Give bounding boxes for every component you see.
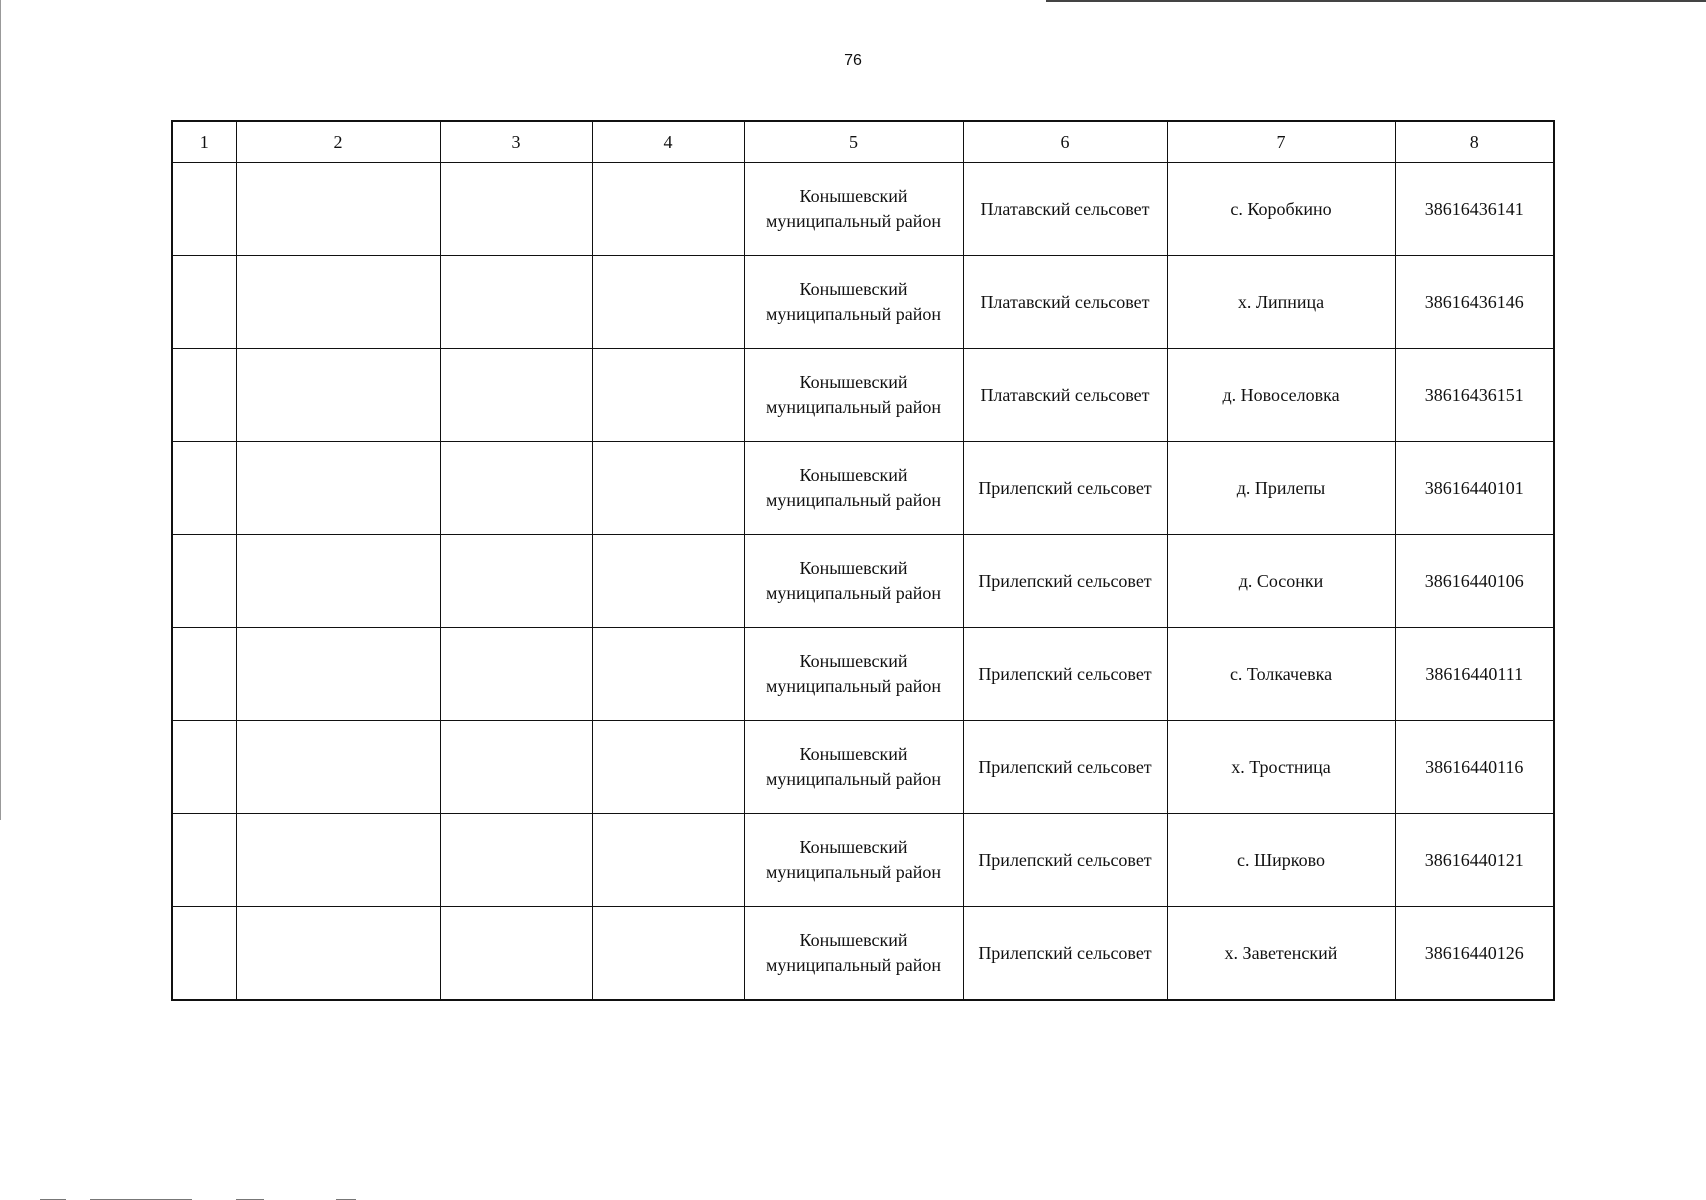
cell-col-2: [236, 628, 440, 721]
cell-col-1: [172, 442, 236, 535]
cell-col-4: [592, 628, 744, 721]
cell-settlement: с. Коробкино: [1167, 163, 1395, 256]
cell-district: Конышевский муниципальный район: [744, 628, 963, 721]
cell-col-2: [236, 535, 440, 628]
cell-council: Прилепский сельсовет: [963, 721, 1167, 814]
cell-col-3: [440, 907, 592, 1001]
cell-district: Конышевский муниципальный район: [744, 256, 963, 349]
cell-col-3: [440, 628, 592, 721]
cell-col-1: [172, 163, 236, 256]
cell-col-2: [236, 814, 440, 907]
table-row: [172, 442, 1554, 535]
cell-council: Платавский сельсовет: [963, 163, 1167, 256]
cell-district: Конышевский муниципальный район: [744, 349, 963, 442]
table-row: [172, 349, 1554, 442]
table-row: [172, 907, 1554, 1001]
column-header-7: 7: [1167, 121, 1395, 163]
cell-council: Прилепский сельсовет: [963, 814, 1167, 907]
cell-col-2: [236, 256, 440, 349]
cell-code: 38616440121: [1395, 814, 1554, 907]
table-header-row: [172, 121, 1554, 163]
table-row: [172, 163, 1554, 256]
cell-settlement: х. Заветенский: [1167, 907, 1395, 1001]
column-header-2: 2: [236, 121, 440, 163]
cell-col-1: [172, 535, 236, 628]
cell-col-4: [592, 535, 744, 628]
cell-code: 38616440126: [1395, 907, 1554, 1001]
cell-col-3: [440, 721, 592, 814]
cell-code: 38616440111: [1395, 628, 1554, 721]
cell-col-3: [440, 349, 592, 442]
table-row: [172, 256, 1554, 349]
table-row: [172, 535, 1554, 628]
column-header-6: 6: [963, 121, 1167, 163]
cell-council: Прилепский сельсовет: [963, 442, 1167, 535]
cell-code: 38616440106: [1395, 535, 1554, 628]
cell-district: Конышевский муниципальный район: [744, 814, 963, 907]
cell-col-1: [172, 721, 236, 814]
cell-col-2: [236, 163, 440, 256]
cell-settlement: х. Тростница: [1167, 721, 1395, 814]
column-header-8: 8: [1395, 121, 1554, 163]
cell-code: 38616436151: [1395, 349, 1554, 442]
cell-col-1: [172, 256, 236, 349]
cell-council: Прилепский сельсовет: [963, 907, 1167, 1001]
cell-col-4: [592, 907, 744, 1001]
column-header-3: 3: [440, 121, 592, 163]
cell-col-4: [592, 349, 744, 442]
cell-settlement: с. Ширково: [1167, 814, 1395, 907]
cell-district: Конышевский муниципальный район: [744, 535, 963, 628]
cell-code: 38616440101: [1395, 442, 1554, 535]
cell-col-4: [592, 442, 744, 535]
cell-settlement: д. Сосонки: [1167, 535, 1395, 628]
cell-council: Платавский сельсовет: [963, 256, 1167, 349]
cell-code: 38616436146: [1395, 256, 1554, 349]
table-row: [172, 628, 1554, 721]
cell-col-3: [440, 163, 592, 256]
cell-col-1: [172, 349, 236, 442]
cell-settlement: д. Новоселовка: [1167, 349, 1395, 442]
cell-col-4: [592, 814, 744, 907]
cell-code: 38616440116: [1395, 721, 1554, 814]
cell-council: Прилепский сельсовет: [963, 535, 1167, 628]
cell-district: Конышевский муниципальный район: [744, 721, 963, 814]
cell-col-4: [592, 721, 744, 814]
cell-district: Конышевский муниципальный район: [744, 163, 963, 256]
scan-border-left: [0, 0, 1, 820]
cell-council: Платавский сельсовет: [963, 349, 1167, 442]
cell-district: Конышевский муниципальный район: [744, 442, 963, 535]
cell-settlement: х. Липница: [1167, 256, 1395, 349]
cell-col-1: [172, 628, 236, 721]
cell-district: Конышевский муниципальный район: [744, 907, 963, 1001]
cell-col-3: [440, 256, 592, 349]
column-header-4: 4: [592, 121, 744, 163]
column-header-5: 5: [744, 121, 963, 163]
settlements-table: [171, 120, 1555, 1001]
table-row: [172, 814, 1554, 907]
cell-settlement: д. Прилепы: [1167, 442, 1395, 535]
cell-col-4: [592, 163, 744, 256]
cell-col-3: [440, 442, 592, 535]
cell-col-3: [440, 535, 592, 628]
table-row: [172, 721, 1554, 814]
cell-col-1: [172, 814, 236, 907]
cell-settlement: с. Толкачевка: [1167, 628, 1395, 721]
cell-col-2: [236, 349, 440, 442]
cell-col-2: [236, 442, 440, 535]
scan-border-top: [1046, 0, 1706, 2]
cell-col-2: [236, 907, 440, 1001]
cell-col-4: [592, 256, 744, 349]
cell-col-1: [172, 907, 236, 1001]
page-number: 76: [844, 52, 862, 69]
cell-col-2: [236, 721, 440, 814]
column-header-1: 1: [172, 121, 236, 163]
cell-col-3: [440, 814, 592, 907]
cell-council: Прилепский сельсовет: [963, 628, 1167, 721]
cell-code: 38616436141: [1395, 163, 1554, 256]
